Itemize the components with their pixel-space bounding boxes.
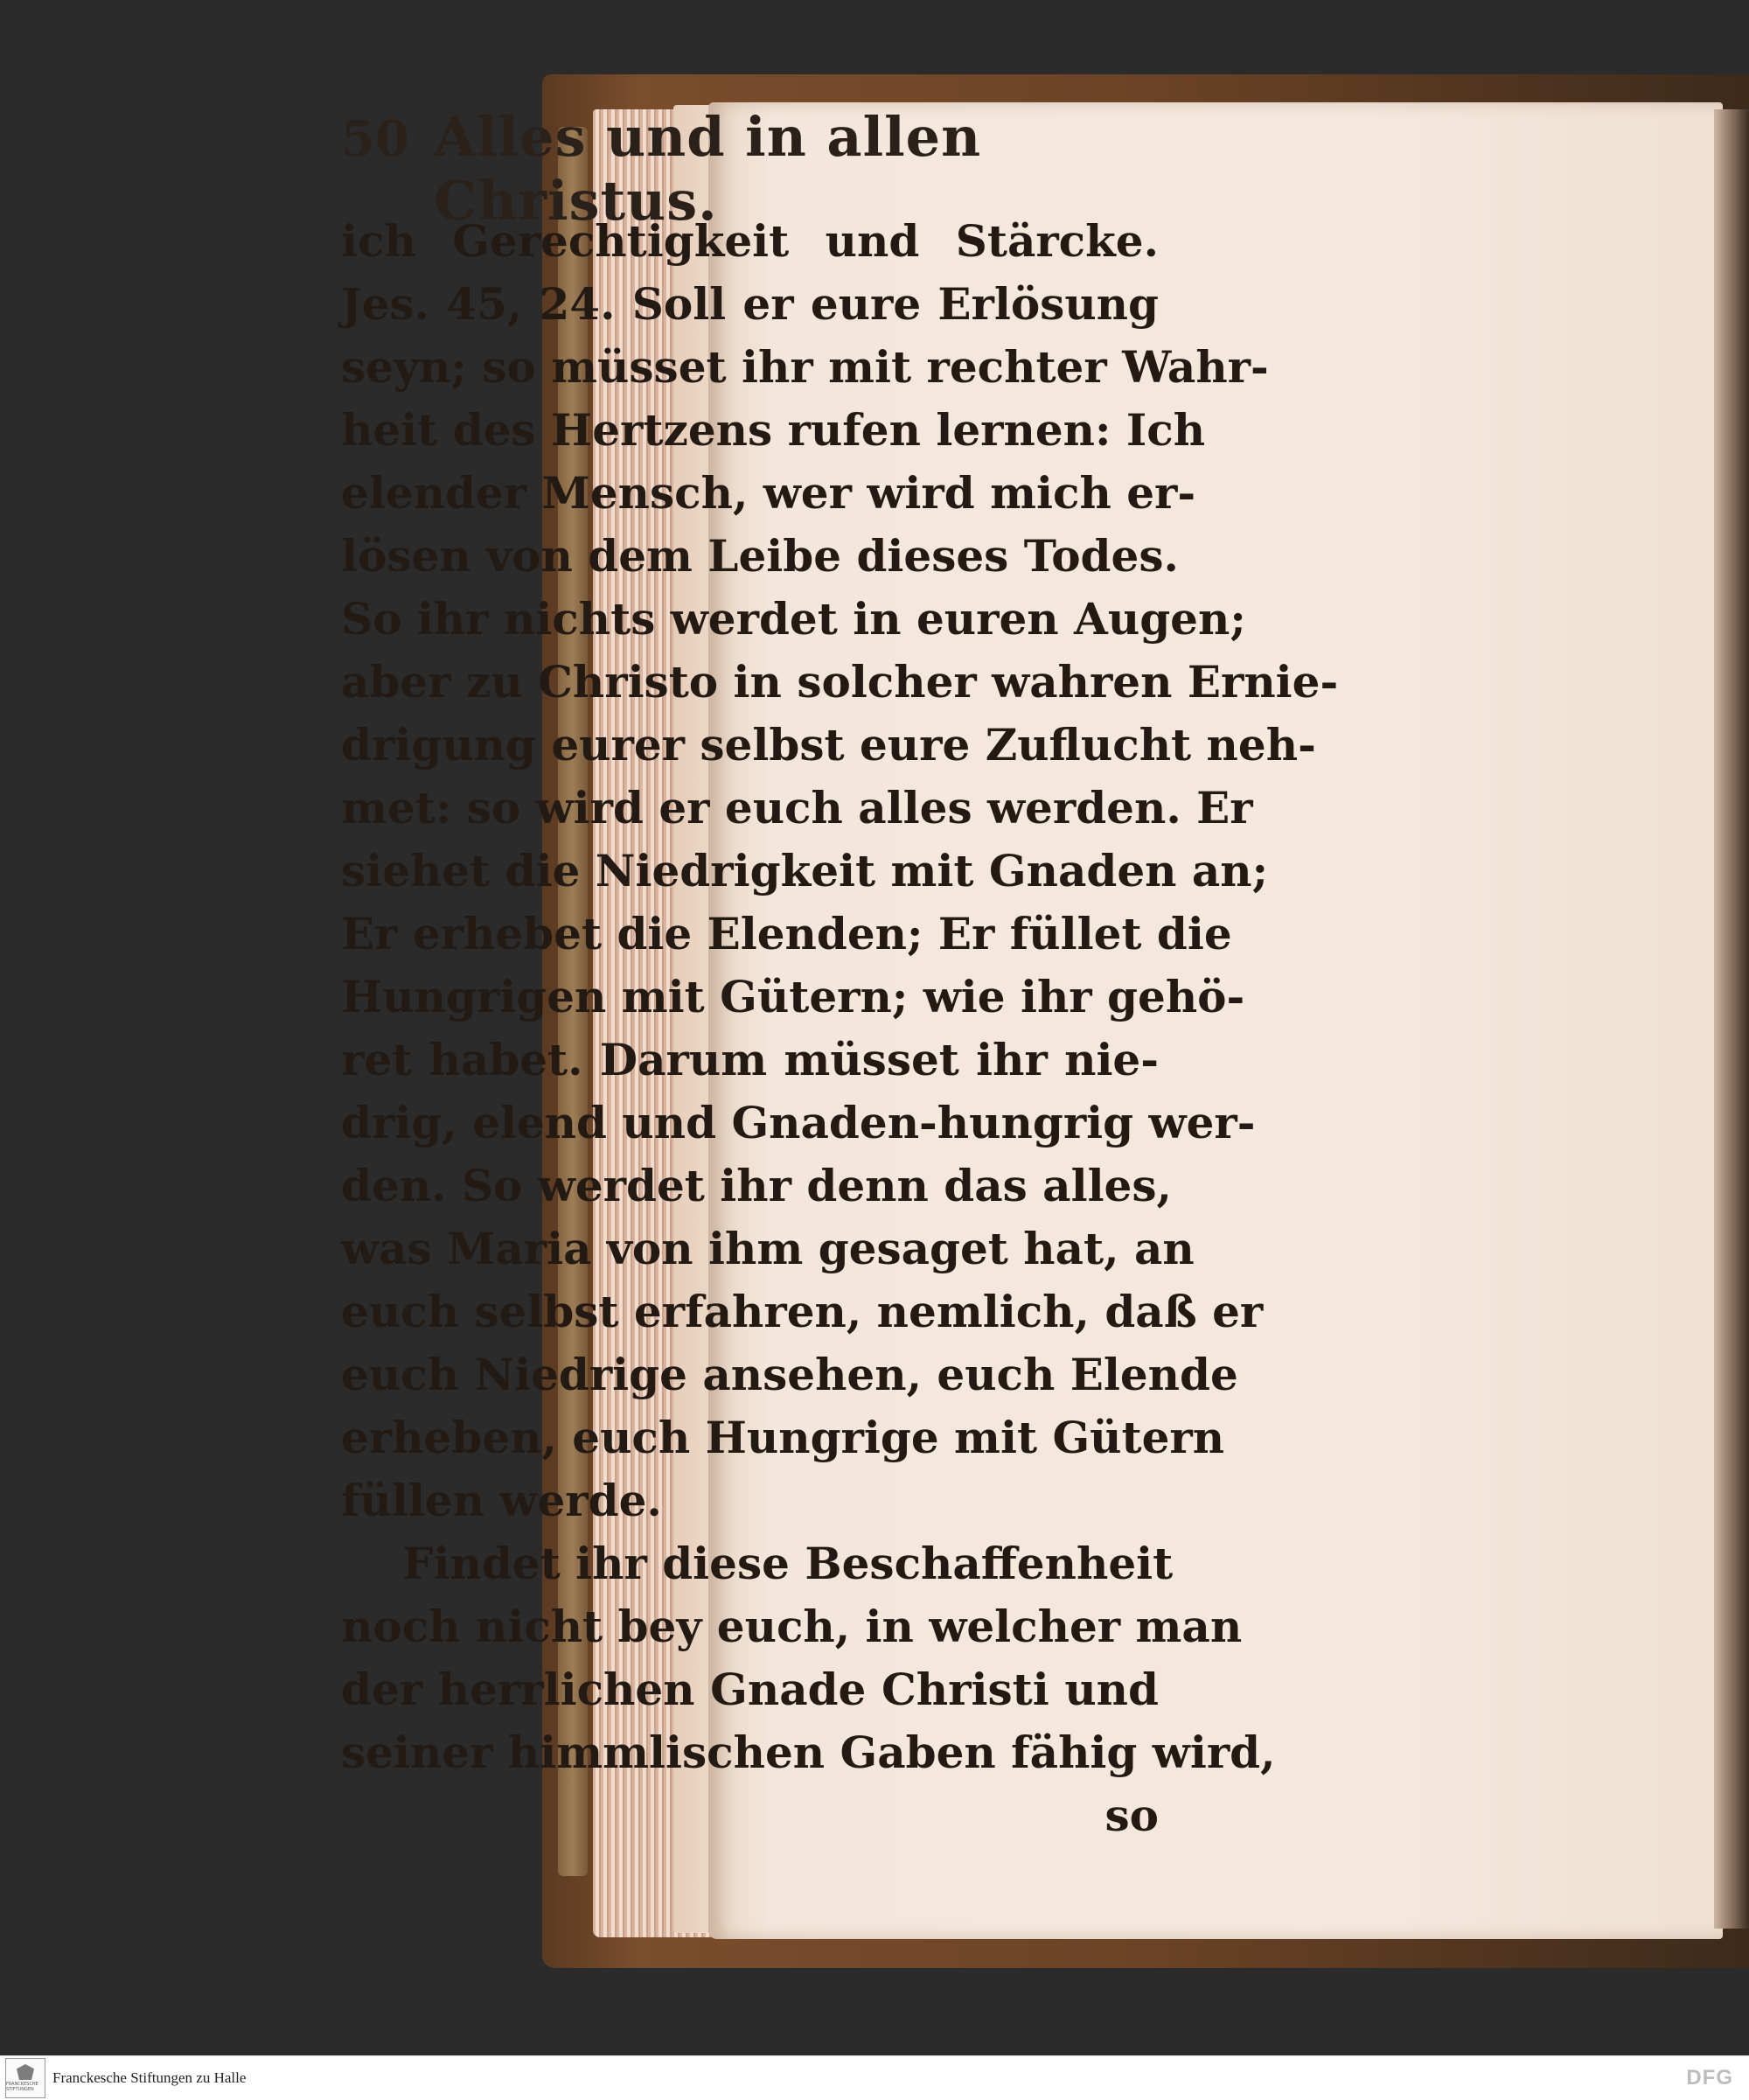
text-line: den. So werdet ihr denn das alles,: [341, 1160, 1172, 1211]
crest-icon: [17, 2064, 34, 2080]
text-line: So ihr nichts werdet in euren Augen;: [341, 593, 1246, 645]
text-line: Jes. 45, 24. Soll er eure Erlösung: [341, 278, 1159, 330]
text-line: euch selbst erfahren, nemlich, daß er: [341, 1286, 1264, 1337]
text-line: Hungrigen mit Gütern; wie ihr gehö-: [341, 971, 1245, 1022]
dfg-logo[interactable]: DFG: [1686, 2066, 1733, 2090]
text-line: drigung eurer selbst eure Zuflucht neh-: [341, 719, 1316, 771]
text-line: heit des Hertzens rufen lernen: Ich: [341, 404, 1206, 456]
body-text: [341, 210, 1339, 1841]
page-right-edge: [1714, 109, 1749, 1929]
text-line: drig, elend und Gnaden-hungrig wer-: [341, 1097, 1256, 1148]
text-line: Er erhebet die Elenden; Er füllet die: [341, 908, 1232, 959]
page-header: [341, 105, 1154, 233]
text-line: seiner himmlischen Gaben fähig wird,: [341, 1727, 1276, 1778]
text-line: Findet ihr diese Beschaffenheit: [402, 1538, 1174, 1589]
text-line: seyn; so müsset ihr mit rechter Wahr-: [341, 341, 1269, 393]
running-title: Alles und in allen Christus.: [433, 105, 982, 233]
text-line: was Maria von ihm gesaget hat, an: [341, 1223, 1195, 1274]
institution-logo[interactable]: [5, 2058, 45, 2098]
text-line: füllen werde.: [341, 1475, 662, 1526]
viewer-footer: [0, 2055, 1749, 2100]
text-line: euch Niedrige ansehen, euch Elende: [341, 1349, 1238, 1400]
text-line: ich Gerechtigkeit und Stärcke.: [341, 215, 1159, 267]
text-line: erheben, euch Hungrige mit Gütern: [341, 1412, 1225, 1463]
text-line: met: so wird er euch alles werden. Er: [341, 782, 1253, 834]
text-line: ret habet. Darum müsset ihr nie-: [341, 1034, 1159, 1085]
text-line: aber zu Christo in solcher wahren Ernie-: [341, 656, 1339, 708]
institution-name[interactable]: Franckesche Stiftungen zu Halle: [52, 2069, 247, 2086]
text-line: noch nicht bey euch, in welcher man: [341, 1601, 1243, 1652]
catchword: so: [1104, 1790, 1159, 1841]
text-line: siehet die Niedrigkeit mit Gnaden an;: [341, 845, 1269, 897]
logo-text: FRANCKESCHE STIFTUNGEN: [6, 2082, 38, 2092]
text-line: lösen von dem Leibe dieses Todes.: [341, 530, 1179, 582]
page-number: 50: [341, 110, 409, 168]
text-line: der herrlichen Gnade Christi und: [341, 1664, 1159, 1715]
footer-institution: [0, 2058, 246, 2098]
text-line: elender Mensch, wer wird mich er-: [341, 467, 1196, 519]
